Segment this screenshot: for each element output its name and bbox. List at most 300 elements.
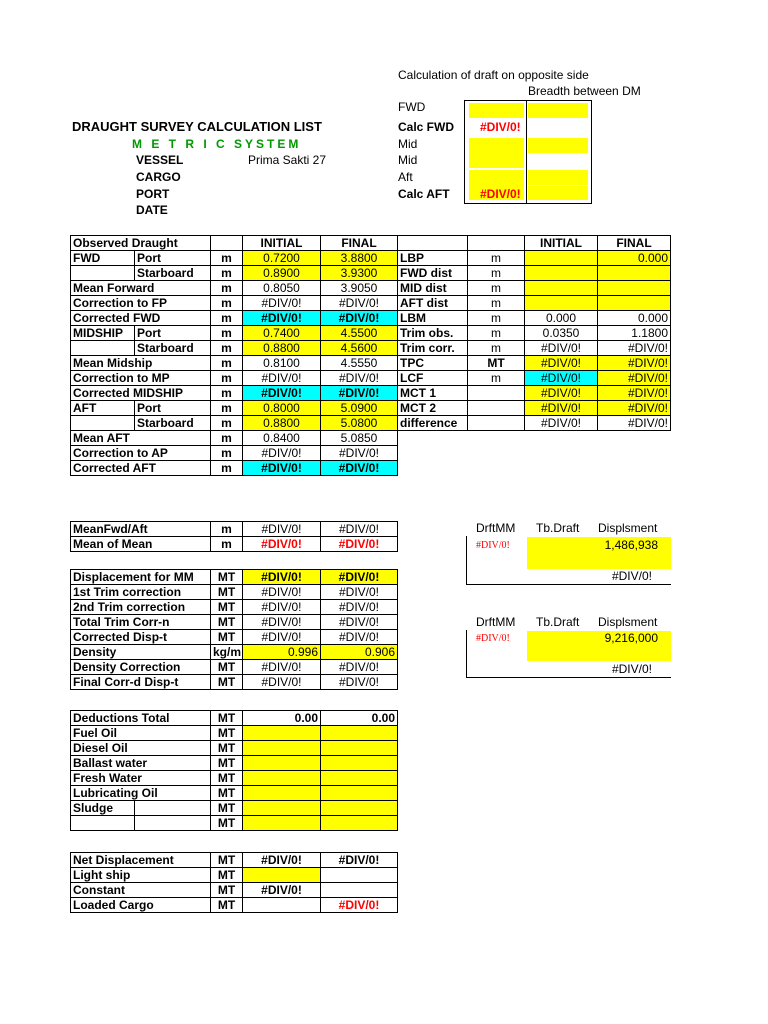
draught-initial-cell: INITIAL [243,236,321,251]
fwd-stbd-input[interactable] [528,103,588,118]
net-initial: #DIV/0! [243,853,321,868]
parameters-row [398,311,671,326]
draught-final-cell: #DIV/0! [321,296,398,311]
calc-aft-value: #DIV/0! [480,187,521,201]
draught-row-label: Corrected FWD [71,311,211,326]
parameter-label: LBM [398,311,468,326]
ded-unit: MT [211,786,243,801]
parameter-label: MCT 1 [398,386,468,401]
parameter-final[interactable] [598,266,671,281]
deductions-table [70,710,398,831]
draught-row-unit: m [211,311,243,326]
ded-row [71,771,398,786]
vessel-label: VESSEL [136,153,184,167]
ded-row [71,726,398,741]
ded-row [71,711,398,726]
interp1-result: #DIV/0! [611,569,652,583]
parameter-unit [468,386,525,401]
draught-final-cell: 5.0850 [321,431,398,446]
parameter-label: LBP [398,251,468,266]
mean-final: #DIV/0! [321,522,398,537]
parameters-row [398,386,671,401]
mean-initial: #DIV/0! [243,522,321,537]
interp1-disp: 1,486,938 [604,538,658,552]
disp-label: Final Corr-d Disp-t [71,675,211,690]
disp-row [71,660,398,675]
ded-initial[interactable] [243,786,321,801]
draught-row-sublabel: Port [135,401,211,416]
draught-final-cell: #DIV/0! [321,446,398,461]
parameters-row [398,296,671,311]
ded-row [71,741,398,756]
parameter-final[interactable]: #DIV/0! [598,356,671,371]
draught-row-sublabel: Port [135,251,211,266]
interp2-drft: #DIV/0! [476,633,510,644]
parameter-label [398,236,468,251]
mean-row [71,522,398,537]
parameter-final[interactable]: #DIV/0! [598,401,671,416]
opp-label-fwd: FWD [398,100,426,114]
parameter-label: TPC [398,356,468,371]
calc-fwd-value: #DIV/0! [480,120,521,134]
draught-row-sublabel: Starboard [135,266,211,281]
mean-unit: m [211,537,243,552]
disp-label: Displacement for MM [71,570,211,585]
ded-final[interactable] [321,771,398,786]
draught-row-unit: m [211,431,243,446]
parameters-row [398,236,671,251]
disp-label: Density [71,645,211,660]
net-row [71,898,398,913]
parameters-row [398,326,671,341]
aft-stbd-input[interactable] [528,170,588,185]
ded-unit: MT [211,816,243,831]
ded-initial: 0.00 [243,711,321,726]
parameters-row [398,341,671,356]
disp-final[interactable]: 0.906 [321,645,398,660]
draught-row-unit: m [211,341,243,356]
disp-row [71,600,398,615]
draught-row [71,296,398,311]
opp-label-aft: Aft [398,170,413,184]
interp2-h3: Displsment [598,615,658,629]
disp-unit: MT [211,585,243,600]
net-row [71,868,398,883]
net-initial[interactable] [243,868,321,883]
draught-final-cell[interactable]: 4.5600 [321,341,398,356]
draught-row-sublabel: Starboard [135,341,211,356]
page-title: DRAUGHT SURVEY CALCULATION LIST [72,119,322,134]
draught-row [71,251,398,266]
net-label: Loaded Cargo [71,898,211,913]
ded-sub [135,816,211,831]
parameter-unit: m [468,326,525,341]
disp-initial: #DIV/0! [243,660,321,675]
draught-row [71,461,398,476]
draught-initial-cell: 0.8400 [243,431,321,446]
interp2-disp: 9,216,000 [604,631,658,645]
draught-final-cell: 4.5550 [321,356,398,371]
parameters-row [398,401,671,416]
net-initial [243,898,321,913]
draught-row [71,281,398,296]
parameter-unit: m [468,296,525,311]
ded-final[interactable] [321,786,398,801]
net-label: Net Displacement [71,853,211,868]
parameter-final: 1.1800 [598,326,671,341]
opp-label-mid-1: Mid [398,137,418,151]
draught-final-cell[interactable]: 3.9300 [321,266,398,281]
ded-label [71,816,135,831]
interp1-h3: Displsment [598,521,658,535]
draught-row-sublabel: Starboard [135,416,211,431]
mean-final: #DIV/0! [321,537,398,552]
draught-row-unit: m [211,401,243,416]
draught-table [70,235,398,476]
ded-label: Lubricating Oil [71,786,211,801]
port-label: PORT [136,187,170,201]
draught-row-label: Mean Midship [71,356,211,371]
parameter-unit: MT [468,356,525,371]
parameters-row [398,251,671,266]
parameter-initial[interactable] [525,266,598,281]
ded-unit: MT [211,801,243,816]
draught-row-unit: m [211,416,243,431]
draught-row-label [71,266,135,281]
date-label: DATE [136,203,168,217]
parameters-row [398,416,671,431]
net-unit: MT [211,853,243,868]
disp-unit: MT [211,600,243,615]
ded-row [71,816,398,831]
vessel-value: Prima Sakti 27 [248,153,327,167]
net-final [321,883,398,898]
disp-row [71,675,398,690]
parameter-label: Trim corr. [398,341,468,356]
draught-initial-cell: #DIV/0! [243,386,321,401]
displacement-table [70,569,398,690]
disp-initial: #DIV/0! [243,675,321,690]
disp-unit: MT [211,660,243,675]
ded-final[interactable] [321,741,398,756]
parameter-initial: INITIAL [525,236,598,251]
parameter-initial: #DIV/0! [525,416,598,431]
draught-row [71,341,398,356]
draught-row-label [71,416,135,431]
opp-label-calc-aft: Calc AFT [398,187,450,201]
parameter-unit [468,416,525,431]
ded-final[interactable] [321,801,398,816]
parameter-final: #DIV/0! [598,416,671,431]
net-final: #DIV/0! [321,853,398,868]
parameters-row [398,266,671,281]
draught-row-label: Observed Draught [71,236,211,251]
disp-final: #DIV/0! [321,615,398,630]
cargo-label: CARGO [136,170,181,184]
net-unit: MT [211,883,243,898]
parameter-final[interactable] [598,281,671,296]
fwd-port-input[interactable] [469,103,524,118]
draught-initial-cell[interactable]: 0.8900 [243,266,321,281]
ded-final[interactable] [321,756,398,771]
disp-initial: #DIV/0! [243,630,321,645]
disp-final: #DIV/0! [321,660,398,675]
disp-final: #DIV/0! [321,600,398,615]
draught-row [71,356,398,371]
mid-port-input[interactable] [469,138,524,168]
ded-initial[interactable] [243,801,321,816]
draught-initial-cell: #DIV/0! [243,311,321,326]
disp-unit: MT [211,570,243,585]
draught-row-unit: m [211,371,243,386]
net-final: #DIV/0! [321,898,398,913]
ded-unit: MT [211,741,243,756]
parameter-final: FINAL [598,236,671,251]
draught-row-label: Corrected MIDSHIP [71,386,211,401]
mean-label: Mean of Mean [71,537,211,552]
draught-row [71,386,398,401]
ded-unit: MT [211,711,243,726]
draught-final-cell: #DIV/0! [321,461,398,476]
disp-initial: #DIV/0! [243,600,321,615]
parameter-initial[interactable] [525,281,598,296]
draught-initial-cell: #DIV/0! [243,461,321,476]
disp-initial[interactable]: 0.996 [243,645,321,660]
ded-initial[interactable] [243,741,321,756]
draught-initial-cell[interactable]: 0.7400 [243,326,321,341]
ded-label: Sludge [71,801,135,816]
draught-row-unit: m [211,461,243,476]
ded-initial[interactable] [243,726,321,741]
ded-unit: MT [211,771,243,786]
draught-row [71,236,398,251]
ded-label: Deductions Total [71,711,211,726]
interp2-result: #DIV/0! [611,662,652,676]
ded-initial[interactable] [243,771,321,786]
parameter-initial[interactable]: #DIV/0! [525,386,598,401]
parameters-table [397,235,671,431]
draught-row [71,431,398,446]
draught-row-unit: m [211,266,243,281]
ded-row [71,756,398,771]
ded-initial[interactable] [243,816,321,831]
ded-sub [135,801,211,816]
draught-row-label: MIDSHIP [71,326,135,341]
ded-label: Diesel Oil [71,741,211,756]
draught-row-label: FWD [71,251,135,266]
draught-row-unit [211,236,243,251]
draught-row-label: Correction to AP [71,446,211,461]
draught-final-cell[interactable]: 5.0900 [321,401,398,416]
draught-initial-cell: 0.8050 [243,281,321,296]
draught-row-label: AFT [71,401,135,416]
draught-row-unit: m [211,446,243,461]
parameters-row [398,371,671,386]
parameter-label: MCT 2 [398,401,468,416]
disp-label: Density Correction [71,660,211,675]
draught-row-label: Mean AFT [71,431,211,446]
draught-initial-cell: #DIV/0! [243,446,321,461]
draught-row-unit: m [211,386,243,401]
parameter-label: Trim obs. [398,326,468,341]
parameter-label: FWD dist [398,266,468,281]
interp1-drft: #DIV/0! [476,540,510,551]
draught-row [71,266,398,281]
disp-final[interactable]: #DIV/0! [321,570,398,585]
disp-initial[interactable]: #DIV/0! [243,570,321,585]
disp-unit: MT [211,615,243,630]
ded-initial[interactable] [243,756,321,771]
opposite-side-title: Calculation of draft on opposite side [398,68,589,82]
parameter-initial: 0.000 [525,311,598,326]
parameter-label: difference [398,416,468,431]
net-table [70,852,398,913]
draught-row [71,401,398,416]
draught-final-cell[interactable]: 3.8800 [321,251,398,266]
parameter-initial: #DIV/0! [525,371,598,386]
net-unit: MT [211,898,243,913]
calc-aft-stbd-input[interactable] [528,186,588,200]
opp-label-mid-2: Mid [398,153,418,167]
disp-label: 2nd Trim correction [71,600,211,615]
ded-unit: MT [211,756,243,771]
draught-initial-cell[interactable]: 0.8800 [243,416,321,431]
draught-row-unit: m [211,296,243,311]
draught-row-label: Mean Forward [71,281,211,296]
breadth-label: Breadth between DM [528,84,641,98]
draught-row [71,446,398,461]
net-unit: MT [211,868,243,883]
disp-row [71,585,398,600]
draught-final-cell: #DIV/0! [321,311,398,326]
draught-row-label: Corrected AFT [71,461,211,476]
net-final [321,868,398,883]
net-initial: #DIV/0! [243,883,321,898]
draught-row-label: Correction to MP [71,371,211,386]
ded-row [71,801,398,816]
draught-final-cell[interactable]: 5.0800 [321,416,398,431]
ded-final: 0.00 [321,711,398,726]
parameter-final[interactable]: #DIV/0! [598,386,671,401]
net-label: Constant [71,883,211,898]
parameter-initial: #DIV/0! [525,341,598,356]
draught-final-cell: #DIV/0! [321,371,398,386]
mean-initial: #DIV/0! [243,537,321,552]
parameters-row [398,356,671,371]
metric-system-label: M E T R I C SYSTEM [132,137,302,151]
draught-initial-cell[interactable]: 0.7200 [243,251,321,266]
draught-row [71,311,398,326]
draught-initial-cell: 0.8100 [243,356,321,371]
ded-row [71,786,398,801]
ded-label: Fresh Water [71,771,211,786]
net-row [71,883,398,898]
disp-final: #DIV/0! [321,585,398,600]
draught-row [71,326,398,341]
parameter-initial[interactable] [525,296,598,311]
ded-label: Fuel Oil [71,726,211,741]
parameter-final[interactable]: #DIV/0! [598,371,671,386]
disp-row [71,645,398,660]
net-row [71,853,398,868]
draught-row-label: Correction to FP [71,296,211,311]
parameter-unit: m [468,341,525,356]
draught-row-unit: m [211,251,243,266]
parameter-final[interactable] [598,296,671,311]
draught-row [71,371,398,386]
draught-final-cell: 3.9050 [321,281,398,296]
parameter-initial[interactable] [525,251,598,266]
parameter-unit: m [468,311,525,326]
draught-initial-cell[interactable]: 0.8800 [243,341,321,356]
ded-final[interactable] [321,816,398,831]
disp-initial: #DIV/0! [243,585,321,600]
draught-initial-cell: #DIV/0! [243,371,321,386]
draught-row-unit: m [211,356,243,371]
mean-row [71,537,398,552]
disp-unit: kg/m [211,645,243,660]
draught-final-cell: #DIV/0! [321,386,398,401]
draught-row-label [71,341,135,356]
disp-final: #DIV/0! [321,630,398,645]
draught-row-unit: m [211,281,243,296]
parameters-row [398,281,671,296]
parameter-initial[interactable]: #DIV/0! [525,401,598,416]
interp1-h2: Tb.Draft [536,521,580,535]
draught-row-sublabel: Port [135,326,211,341]
draught-row-unit: m [211,326,243,341]
draught-initial-cell[interactable]: 0.8000 [243,401,321,416]
mean-unit: m [211,522,243,537]
parameter-initial: 0.0350 [525,326,598,341]
ded-unit: MT [211,726,243,741]
interp1-h1: DrftMM [476,521,516,535]
draught-final-cell: FINAL [321,236,398,251]
parameter-unit [468,401,525,416]
draught-initial-cell: #DIV/0! [243,296,321,311]
parameter-label: AFT dist [398,296,468,311]
mean-label: MeanFwd/Aft [71,522,211,537]
net-label: Light ship [71,868,211,883]
mean-table [70,521,398,552]
parameter-label: LCF [398,371,468,386]
draught-final-cell[interactable]: 4.5500 [321,326,398,341]
disp-row [71,570,398,585]
parameter-unit: m [468,251,525,266]
parameter-unit: m [468,281,525,296]
parameter-final[interactable]: 0.000 [598,251,671,266]
ded-final[interactable] [321,726,398,741]
disp-unit: MT [211,630,243,645]
draught-row [71,416,398,431]
parameter-unit [468,236,525,251]
parameter-unit: m [468,371,525,386]
interp2-h2: Tb.Draft [536,615,580,629]
interp2-h1: DrftMM [476,615,516,629]
opp-label-calc-fwd: Calc FWD [398,120,455,134]
disp-row [71,615,398,630]
disp-label: Total Trim Corr-n [71,615,211,630]
disp-unit: MT [211,675,243,690]
parameter-label: MID dist [398,281,468,296]
parameter-final: #DIV/0! [598,341,671,356]
parameter-final: 0.000 [598,311,671,326]
disp-label: 1st Trim correction [71,585,211,600]
mid-stbd-input[interactable] [528,138,588,153]
parameter-initial[interactable]: #DIV/0! [525,356,598,371]
parameter-unit: m [468,266,525,281]
disp-initial: #DIV/0! [243,615,321,630]
